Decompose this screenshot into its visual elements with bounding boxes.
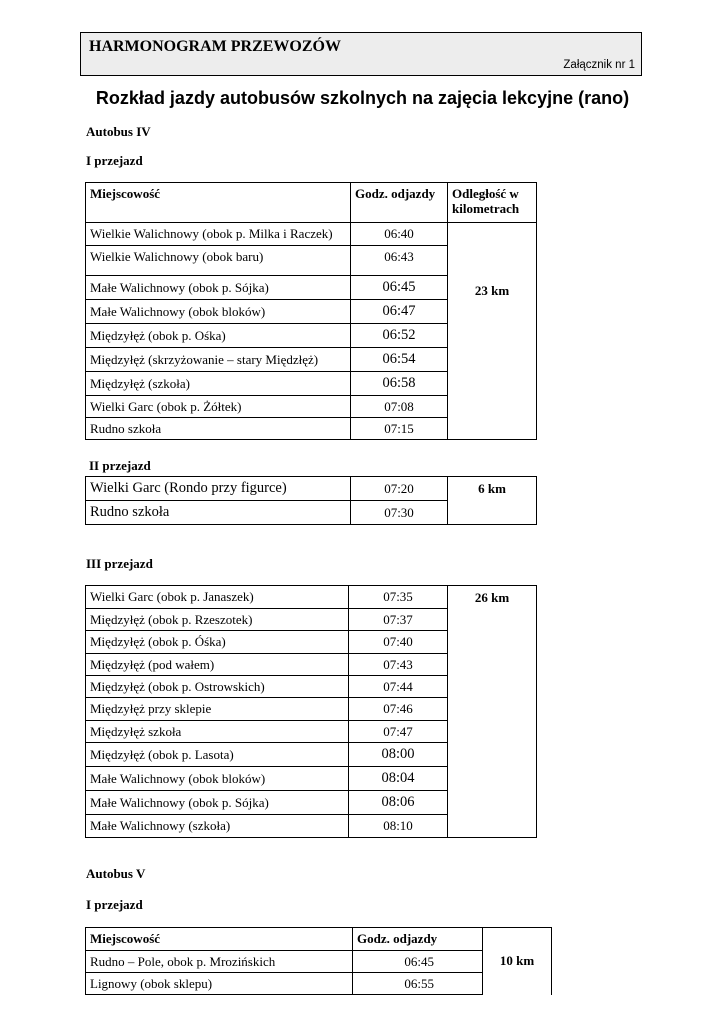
header-title: HARMONOGRAM PRZEWOZÓW bbox=[89, 38, 341, 55]
bus-iv-run-2-label: II przejazd bbox=[89, 458, 151, 473]
col-header-place: Miejscowość bbox=[86, 928, 353, 951]
table-row bbox=[86, 223, 537, 246]
place-cell: Międzyłęż (obok p. Óśka) bbox=[86, 631, 349, 654]
place-cell: Wielkie Walichnowy (obok p. Milka i Raczek) bbox=[86, 223, 351, 246]
time-cell: 07:43 bbox=[349, 654, 448, 676]
col-header-place: Miejscowość bbox=[86, 183, 351, 223]
place-cell: Międzyłęż przy sklepie bbox=[86, 698, 349, 721]
col-header-time: Godz. odjazdy bbox=[353, 928, 483, 951]
place-cell: Międzyłęż (skrzyżowanie – stary Międzłęż) bbox=[86, 348, 351, 372]
time-cell: 06:58 bbox=[351, 372, 448, 396]
table-row bbox=[86, 951, 552, 973]
document-header bbox=[80, 32, 642, 76]
place-cell: Małe Walichnowy (obok p. Sójka) bbox=[86, 791, 349, 815]
place-cell: Międzyłęż szkoła bbox=[86, 721, 349, 743]
place-cell: Małe Walichnowy (obok p. Sójka) bbox=[86, 276, 351, 300]
time-cell: 07:46 bbox=[349, 698, 448, 721]
attachment-label: Załącznik nr 1 bbox=[563, 59, 635, 71]
bus-iv-run-3-table bbox=[85, 585, 537, 838]
time-cell: 06:54 bbox=[351, 348, 448, 372]
place-cell: Międzyłęż (obok p. Ostrowskich) bbox=[86, 676, 349, 698]
place-cell: Międzyłęż (szkoła) bbox=[86, 372, 351, 396]
place-cell: Lignowy (obok sklepu) bbox=[86, 973, 353, 995]
bus-iv-run-3-label: III przejazd bbox=[86, 556, 153, 571]
table-header-row bbox=[86, 183, 537, 223]
time-cell: 07:20 bbox=[351, 477, 448, 501]
distance-cell: 26 km bbox=[448, 586, 537, 838]
place-cell: Międzyłęż (obok p. Ośka) bbox=[86, 324, 351, 348]
time-cell: 07:30 bbox=[351, 501, 448, 525]
table-row bbox=[86, 477, 537, 501]
distance-cell: 6 km bbox=[448, 477, 537, 525]
time-cell: 07:35 bbox=[349, 586, 448, 609]
document-title: Rozkład jazdy autobusów szkolnych na zajęcia lekcyjne (rano) bbox=[95, 88, 630, 108]
bus-iv-run-1-label: I przejazd bbox=[86, 153, 143, 168]
place-cell: Małe Walichnowy (obok bloków) bbox=[86, 300, 351, 324]
time-cell: 08:06 bbox=[349, 791, 448, 815]
place-cell: Rudno szkoła bbox=[86, 501, 351, 525]
time-cell: 06:45 bbox=[351, 276, 448, 300]
time-cell: 08:00 bbox=[349, 743, 448, 767]
place-cell: Wielki Garc (Rondo przy figurce) bbox=[86, 477, 351, 501]
place-cell: Wielkie Walichnowy (obok baru) bbox=[86, 246, 351, 276]
bus-v-run-1-table bbox=[85, 927, 552, 995]
place-cell: Rudno szkoła bbox=[86, 418, 351, 440]
place-cell: Rudno – Pole, obok p. Mrozińskich bbox=[86, 951, 353, 973]
distance-cell: 23 km bbox=[448, 223, 537, 440]
time-cell: 07:44 bbox=[349, 676, 448, 698]
time-cell: 08:10 bbox=[349, 815, 448, 838]
bus-iv-run-2-table bbox=[85, 476, 537, 525]
time-cell: 07:47 bbox=[349, 721, 448, 743]
place-cell: Małe Walichnowy (obok bloków) bbox=[86, 767, 349, 791]
time-cell: 06:52 bbox=[351, 324, 448, 348]
place-cell: Międzyłęż (pod wałem) bbox=[86, 654, 349, 676]
time-cell: 07:37 bbox=[349, 609, 448, 631]
time-cell: 06:40 bbox=[351, 223, 448, 246]
col-header-distance: Odległość w kilometrach bbox=[448, 183, 537, 223]
bus-iv-label: Autobus IV bbox=[86, 124, 151, 139]
place-cell: Małe Walichnowy (szkoła) bbox=[86, 815, 349, 838]
table-row bbox=[86, 973, 552, 995]
bus-v-run-1-label: I przejazd bbox=[86, 897, 143, 912]
place-cell: Międzyłęż (obok p. Rzeszotek) bbox=[86, 609, 349, 631]
time-cell: 07:15 bbox=[351, 418, 448, 440]
time-cell: 08:04 bbox=[349, 767, 448, 791]
distance-cell: 10 km bbox=[483, 928, 552, 995]
table-row bbox=[86, 586, 537, 609]
time-cell: 06:47 bbox=[351, 300, 448, 324]
time-cell: 06:55 bbox=[353, 973, 483, 995]
bus-iv-run-1-table bbox=[85, 182, 537, 440]
place-cell: Wielki Garc (obok p. Janaszek) bbox=[86, 586, 349, 609]
time-cell: 06:45 bbox=[353, 951, 483, 973]
col-header-time: Godz. odjazdy bbox=[351, 183, 448, 223]
time-cell: 06:43 bbox=[351, 246, 448, 276]
place-cell: Międzyłęż (obok p. Lasota) bbox=[86, 743, 349, 767]
place-cell: Wielki Garc (obok p. Żółtek) bbox=[86, 396, 351, 418]
bus-v-label: Autobus V bbox=[86, 866, 146, 881]
time-cell: 07:08 bbox=[351, 396, 448, 418]
time-cell: 07:40 bbox=[349, 631, 448, 654]
table-header-row bbox=[86, 928, 552, 951]
